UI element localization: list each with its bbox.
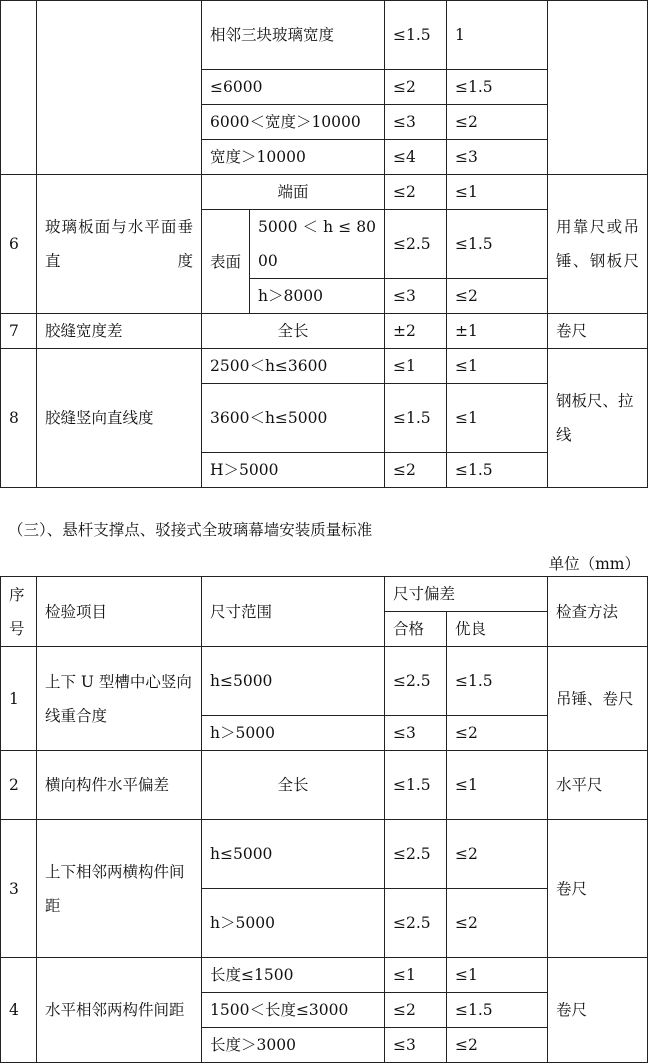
header-item: 检验项目 [37, 577, 202, 647]
cell-excellent: ≤1.5 [447, 210, 548, 279]
cell-qualified: ≤3 [385, 279, 447, 314]
table-row [1, 314, 648, 349]
quality-table-lower [0, 576, 648, 1063]
cell-range: 1500＜长度≤3000 [202, 993, 385, 1028]
cell-no: 8 [1, 349, 37, 488]
cell-excellent: ≤2 [447, 279, 548, 314]
cell-range: 长度≤1500 [202, 958, 385, 993]
section-title: （三）、悬杆支撑点、驳接式全玻璃幕墙安装质量标准 [8, 521, 373, 539]
table-row [1, 1, 648, 70]
cell-range: 6000＜宽度＞10000 [202, 105, 385, 140]
cell-range: h≤5000 [202, 647, 385, 716]
cell-method: 水平尺 [548, 751, 648, 820]
cell-range: 端面 [202, 175, 385, 210]
cell-range: 长度＞3000 [202, 1028, 385, 1063]
cell-qualified: ±2 [385, 314, 447, 349]
cell-qualified: ≤2.5 [385, 647, 447, 716]
cell-range: 全长 [202, 314, 385, 349]
cell-method: 吊锤、卷尺 [548, 647, 648, 751]
table-row [1, 820, 648, 889]
cell-method: 用靠尺或吊锤、钢板尺 [548, 175, 648, 314]
cell-item: 水平相邻两构件间距 [37, 958, 202, 1063]
cell-no: 4 [1, 958, 37, 1063]
header-deviation: 尺寸偏差 [385, 577, 548, 612]
unit-label: 单位（mm） [548, 555, 640, 573]
cell-excellent: ≤2 [447, 1028, 548, 1063]
cell-excellent: ≤1 [447, 384, 548, 453]
quality-table-upper [0, 0, 648, 488]
cell-excellent: ≤1 [447, 175, 548, 210]
cell-qualified: ≤2.5 [385, 889, 447, 958]
table-row [1, 647, 648, 716]
cell-qualified: ≤2 [385, 453, 447, 488]
cell-range: 全长 [202, 751, 385, 820]
cell-item: 胶缝竖向直线度 [37, 349, 202, 488]
cell-method: 卷尺 [548, 958, 648, 1063]
cell-range: 5000 ＜ h ≤ 8000 [250, 210, 385, 279]
cell-qualified: ≤3 [385, 716, 447, 751]
cell-item: 胶缝宽度差 [37, 314, 202, 349]
header-no: 序号 [1, 577, 37, 647]
cell-qualified: ≤1 [385, 958, 447, 993]
cell-excellent: ≤1.5 [447, 993, 548, 1028]
cell-method: 卷尺 [548, 314, 648, 349]
cell-no: 2 [1, 751, 37, 820]
cell-qualified: ≤2 [385, 175, 447, 210]
header-excellent: 优良 [447, 612, 548, 647]
cell-excellent: ±1 [447, 314, 548, 349]
cell-range: h＞8000 [250, 279, 385, 314]
cell-range: 宽度＞10000 [202, 140, 385, 175]
cell-no: 3 [1, 820, 37, 958]
cell-range: H＞5000 [202, 453, 385, 488]
cell-qualified: ≤1 [385, 349, 447, 384]
cell-excellent: ≤1 [447, 349, 548, 384]
cell-range: h＞5000 [202, 716, 385, 751]
table-header-row [1, 577, 648, 612]
cell-range: h＞5000 [202, 889, 385, 958]
cell-excellent: ≤2 [447, 716, 548, 751]
cell-qualified: ≤2.5 [385, 210, 447, 279]
cell-item: 横向构件水平偏差 [37, 751, 202, 820]
cell-range: 2500＜h≤3600 [202, 349, 385, 384]
cell-excellent: ≤1 [447, 958, 548, 993]
cell-qualified: ≤1.5 [385, 1, 447, 70]
cell-item: 上下相邻两横构件间距 [37, 820, 202, 958]
cell-qualified: ≤3 [385, 105, 447, 140]
cell-no: 1 [1, 647, 37, 751]
table-row [1, 175, 648, 210]
cell-no: 7 [1, 314, 37, 349]
cell-qualified: ≤2 [385, 993, 447, 1028]
header-range: 尺寸范围 [202, 577, 385, 647]
cell-excellent: ≤2 [447, 820, 548, 889]
cell-sub: 表面 [202, 210, 250, 314]
cell-qualified: ≤2 [385, 70, 447, 105]
cell-no [1, 1, 37, 175]
cell-item: 上下 U 型槽中心竖向线重合度 [37, 647, 202, 751]
cell-excellent: ≤3 [447, 140, 548, 175]
cell-qualified: ≤2.5 [385, 820, 447, 889]
cell-qualified: ≤1.5 [385, 751, 447, 820]
cell-excellent: ≤1 [447, 751, 548, 820]
table-row [1, 751, 648, 820]
cell-no: 6 [1, 175, 37, 314]
cell-range: 相邻三块玻璃宽度 [202, 1, 385, 70]
cell-qualified: ≤1.5 [385, 384, 447, 453]
cell-range: ≤6000 [202, 70, 385, 105]
cell-excellent: 1 [447, 1, 548, 70]
cell-item: 玻璃板面与水平面垂直度 [37, 175, 202, 314]
cell-method: 卷尺 [548, 820, 648, 958]
header-method: 检查方法 [548, 577, 648, 647]
cell-excellent: ≤2 [447, 105, 548, 140]
cell-excellent: ≤1.5 [447, 70, 548, 105]
cell-item [37, 1, 202, 175]
cell-excellent: ≤2 [447, 889, 548, 958]
cell-range: h≤5000 [202, 820, 385, 889]
table-row [1, 958, 648, 993]
header-qualified: 合格 [385, 612, 447, 647]
cell-excellent: ≤1.5 [447, 453, 548, 488]
cell-method [548, 1, 648, 175]
cell-excellent: ≤1.5 [447, 647, 548, 716]
cell-qualified: ≤3 [385, 1028, 447, 1063]
cell-qualified: ≤4 [385, 140, 447, 175]
cell-range: 3600＜h≤5000 [202, 384, 385, 453]
cell-method: 钢板尺、拉线 [548, 349, 648, 488]
table-row [1, 349, 648, 384]
